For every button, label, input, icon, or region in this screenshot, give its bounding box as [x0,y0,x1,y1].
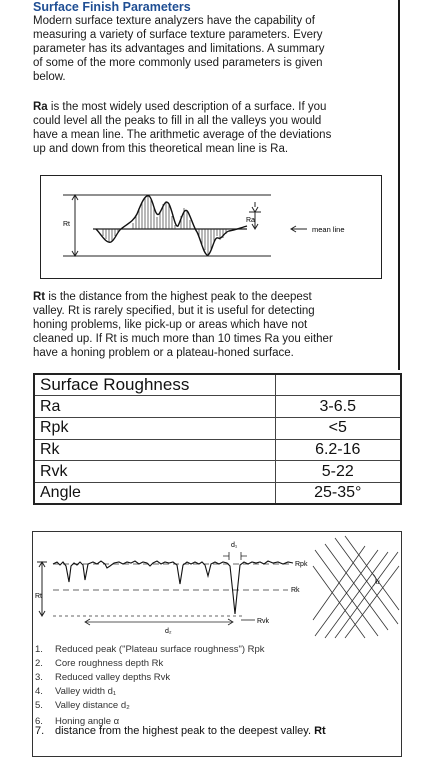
ra-line-text: is the most widely used description of a surface. If you [47,101,327,113]
legend-number: 6. [35,716,43,727]
param-cell: Rvk [34,461,275,483]
ra-line: could level all the peaks to fill in all the valleys you would [33,115,322,127]
legend-text: Reduced valley depths Rvk [55,672,171,683]
surface-roughness-table-wrap [33,373,402,525]
rt-label: Rt [35,593,42,600]
table-header-cell: Surface Roughness [34,374,275,396]
legend-text: Valley distance d₂ [55,700,130,711]
table-row [34,461,401,483]
legend-number: 3. [35,672,43,683]
legend-number: 2. [35,658,43,669]
table-header-empty-cell [275,374,401,396]
legend-number: 7. [35,725,45,737]
legend-text: distance from the highest peak to the deepest valley. [55,725,315,737]
rt-term: Rt [33,291,46,303]
rpk-label: Rpk [295,561,308,568]
ra-label: Ra [246,217,255,224]
table-row [34,482,401,504]
rt-line: cleaned up. If Rt is much more than 10 times Ra you either [33,333,333,345]
value-cell: 6.2-16 [275,439,401,461]
intro-paragraph [33,14,393,84]
param-cell: Rpk [34,417,275,439]
rt-line-text: is the distance from the highest peak to the deepest [45,291,312,303]
plateau-honing-figure [32,531,402,757]
surface-profile-curve [96,196,247,255]
ra-paragraph [33,100,393,156]
intro-line: measuring a variety of surface texture parameters. Every [33,29,323,41]
rt-line: honing problems, like pick-up or areas which have not [33,319,308,331]
right-border-rule [398,0,400,370]
legend-number: 1. [35,644,43,655]
legend-item [35,644,265,655]
value-cell: 25-35° [275,482,401,504]
rt-line [33,290,393,304]
d1-label: d₁ [231,542,238,549]
rk-label: Rk [291,587,300,594]
param-cell: Ra [34,396,275,418]
intro-line: Modern surface texture analyzers have the capability of [33,15,315,27]
table-row [34,417,401,439]
ra-profile-diagram [41,176,380,277]
intro-line: below. [33,71,66,83]
ra-line: up and down from this theoretical mean line is Ra. [33,143,289,155]
legend-number: 4. [35,686,43,697]
ra-term: Ra [33,101,48,113]
ra-line: have a mean line. The arithmetic average of the deviations [33,129,332,141]
rt-paragraph [33,290,393,360]
table-header-row [34,374,401,396]
value-cell: <5 [275,417,401,439]
ra-profile-figure [40,175,382,279]
page-title: Surface Finish Parameters [33,0,191,14]
legend-item-rt [35,725,326,737]
legend-number: 5. [35,700,43,711]
honing-crosshatch [313,536,399,638]
legend-text: Core roughness depth Rk [55,658,164,669]
surface-roughness-table [33,373,402,505]
rt-label: Rt [63,221,70,228]
rt-line: valley. Rt is rarely specified, but it is useful for detecting [33,305,315,317]
d2-label: d₂ [165,628,172,635]
plateau-profile-curve [53,561,293,614]
value-cell: 5-22 [275,461,401,483]
rvk-label: Rvk [257,618,270,625]
legend-item [35,658,163,669]
legend-item [35,672,170,683]
value-cell: 3-6.5 [275,396,401,418]
legend-rt-term: Rt [314,725,326,737]
table-row [34,396,401,418]
mean-line-label: mean line [312,225,345,234]
legend-item [35,700,130,711]
param-cell: Angle [34,482,275,504]
honing-angle-label: α [376,578,380,586]
intro-line: of some of the more commonly used parameters is given [33,57,323,69]
legend-text: Honing angle α [55,716,120,727]
table-row [34,439,401,461]
legend-item [35,686,116,697]
intro-line: parameter has its advantages and limitations. A summary [33,43,325,55]
ra-line [33,100,393,114]
legend-text: Reduced peak ("Plateau surface roughness") Rpk [55,644,265,655]
plateau-profile-diagram [33,532,401,642]
legend-text: Valley width d₁ [55,686,117,697]
rt-line: have a honing problem or a plateau-honed surface. [33,347,294,359]
param-cell: Rk [34,439,275,461]
